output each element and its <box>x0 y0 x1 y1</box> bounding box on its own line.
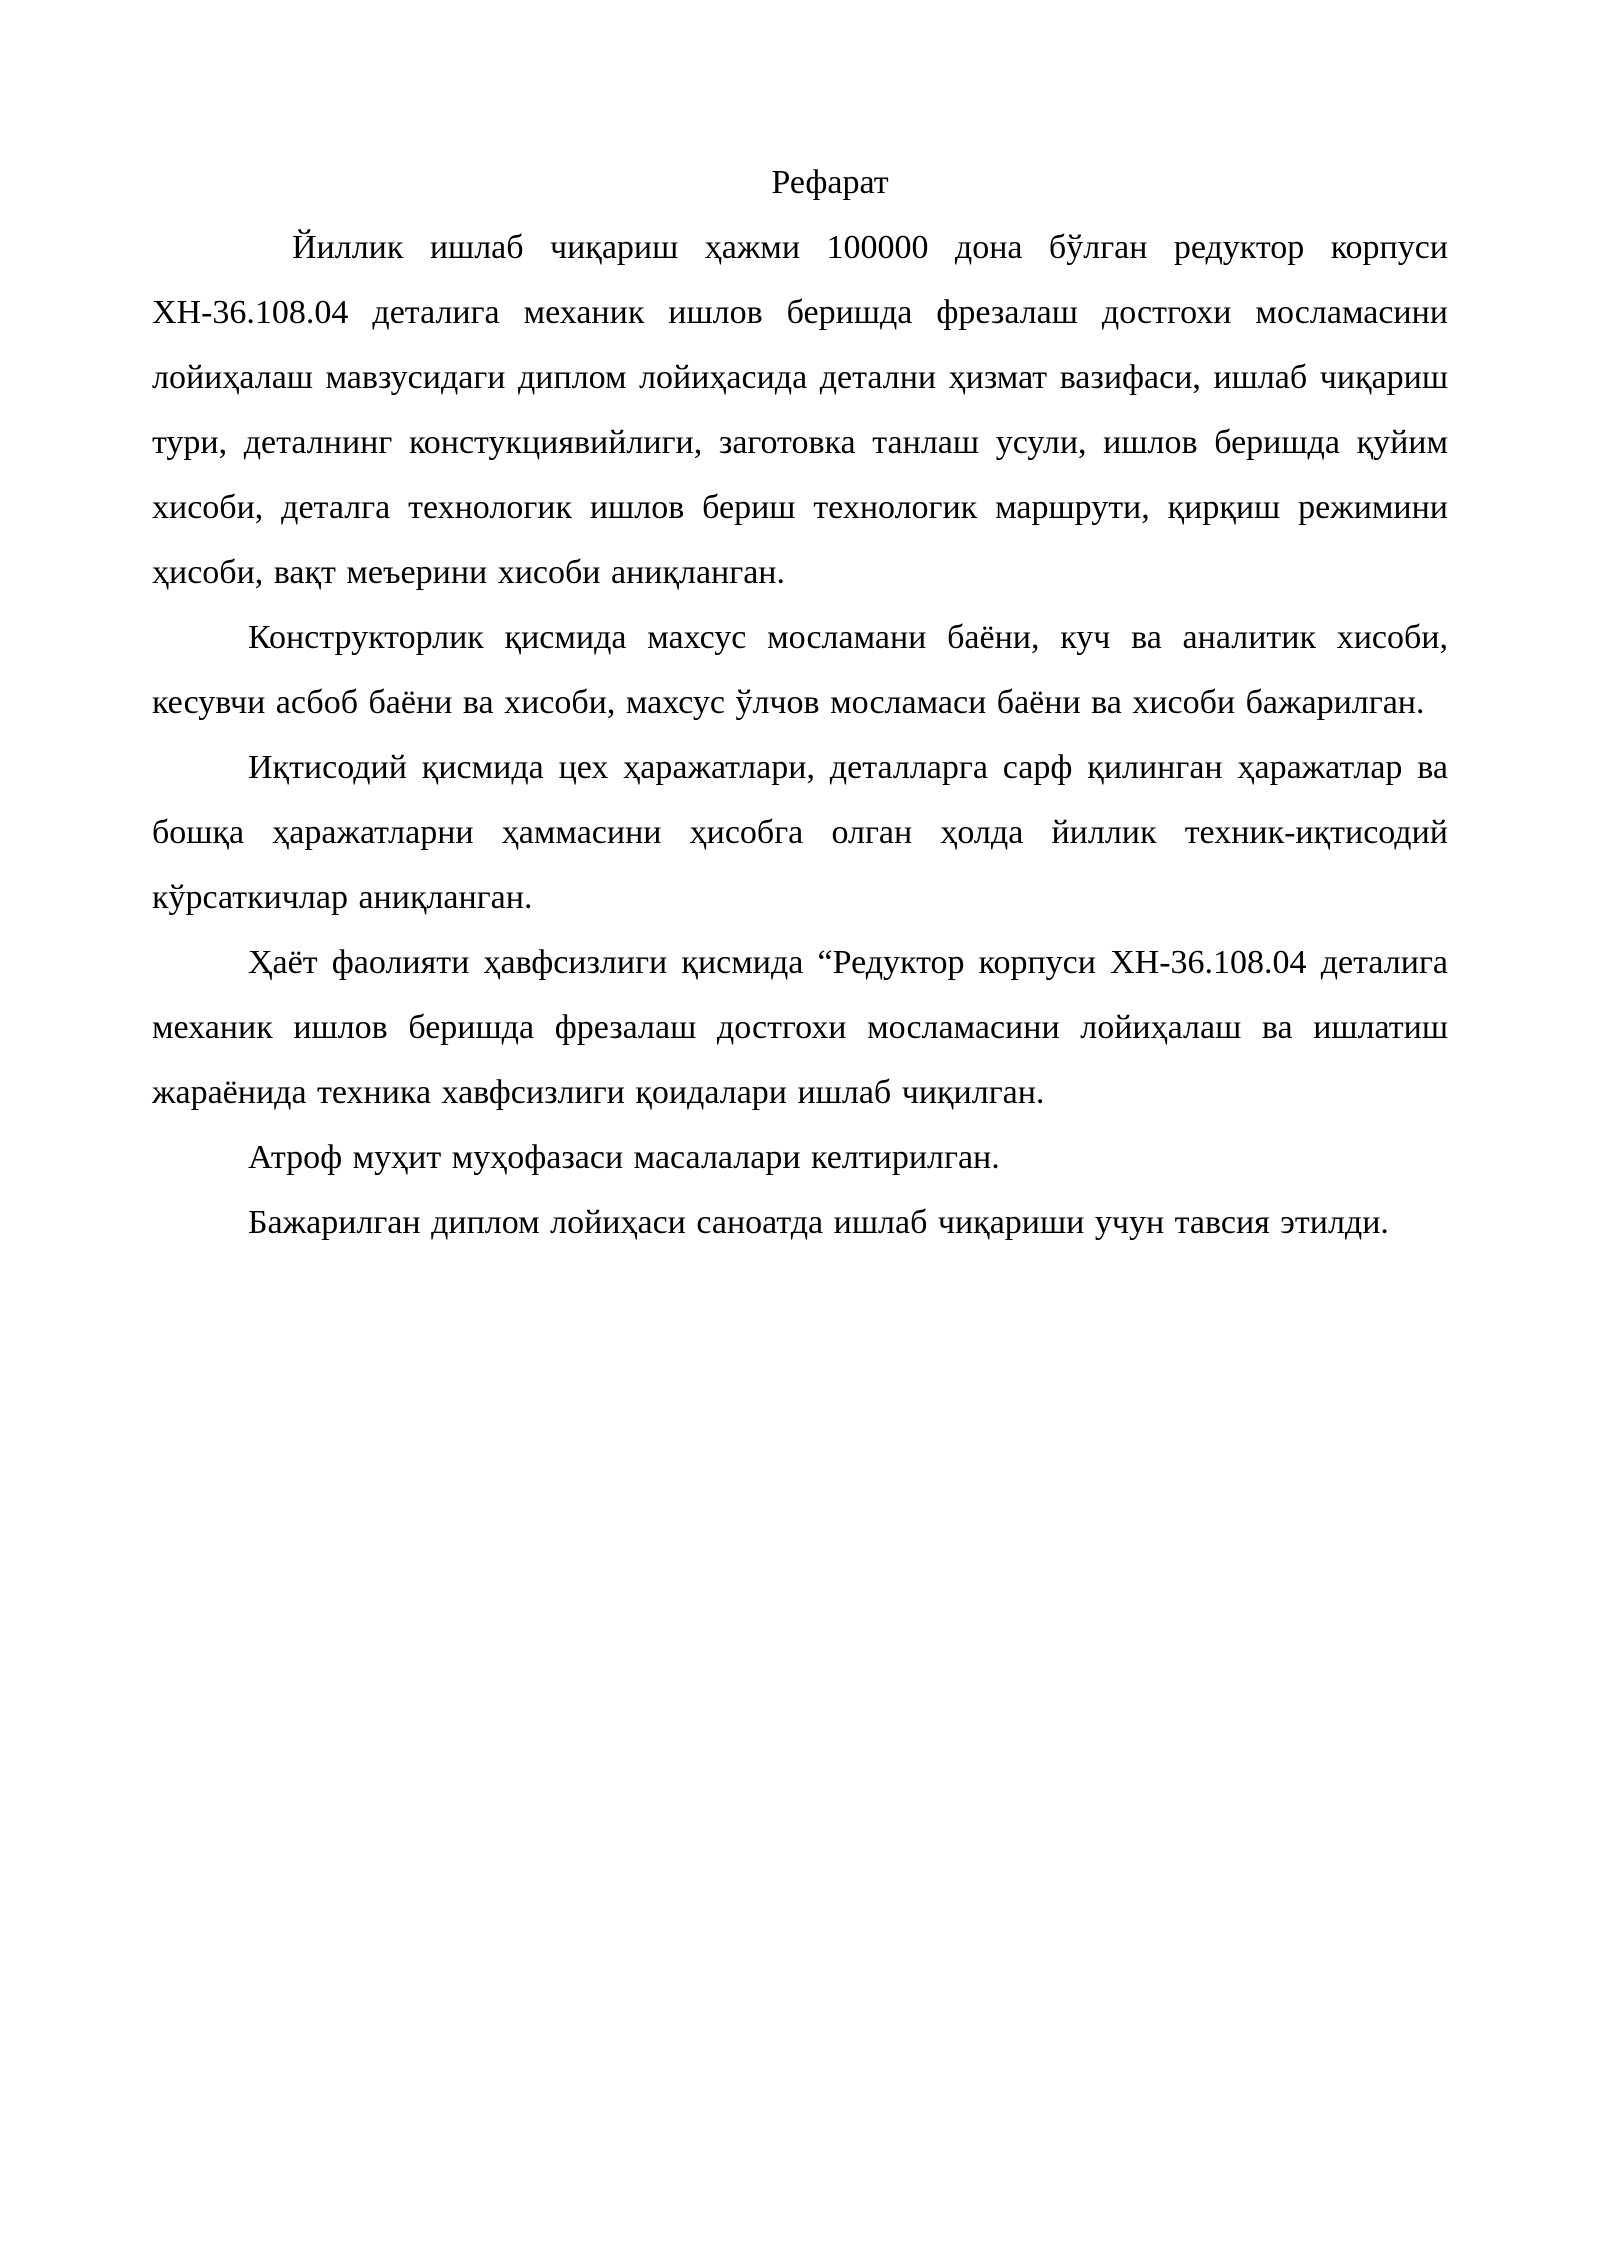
paragraph-design-section: Конструкторлик қисмида махсус мосламани баёни, куч ва аналитик хисоби, кесувчи асбоб баёни ва хисоби, махсус ўлчов мосламаси баёни ва хисоби бажарилган. <box>152 619 1448 721</box>
paragraph-conclusion: Бажарилган диплом лойиҳаси саноатда ишлаб чиқариши учун тавсия этилди. <box>248 1204 1389 1241</box>
document-page <box>152 150 1448 1255</box>
document-title: Рефарат <box>771 164 889 201</box>
paragraph-intro: Йиллик ишлаб чиқариш ҳажми 100000 дона бўлган редуктор корпуси ХН-36.108.04 деталига механик ишлов беришда фрезалаш достгохи мосламасини лойиҳалаш мавзусидаги диплом лойиҳасида детални ҳизмат вазифаси, ишлаб чиқариш тури, деталнинг констукциявийлиги, заготовка танлаш усули, ишлов беришда қуйим хисоби, деталга технологик ишлов бериш технологик маршрути, қирқиш режимини ҳисоби, вақт меъерини хисоби аниқланган. <box>152 229 1448 591</box>
paragraph-economic-section: Иқтисодий қисмида цех ҳаражатлари, деталларга сарф қилинган ҳаражатлар ва бошқа ҳаражатларни ҳаммасини ҳисобга олган ҳолда йиллик техник-иқтисодий кўрсаткичлар аниқланган. <box>152 749 1448 916</box>
paragraph-environment-section: Атроф муҳит муҳофазаси масалалари келтирилган. <box>248 1139 1000 1176</box>
paragraph-safety-section: Ҳаёт фаолияти ҳавфсизлиги қисмида “Редуктор корпуси ХН-36.108.04 деталига механик ишлов беришда фрезалаш достгохи мосламасини лойиҳалаш ва ишлатиш жараёнида техника хавфсизлиги қоидалари ишлаб чиқилган. <box>152 944 1448 1111</box>
